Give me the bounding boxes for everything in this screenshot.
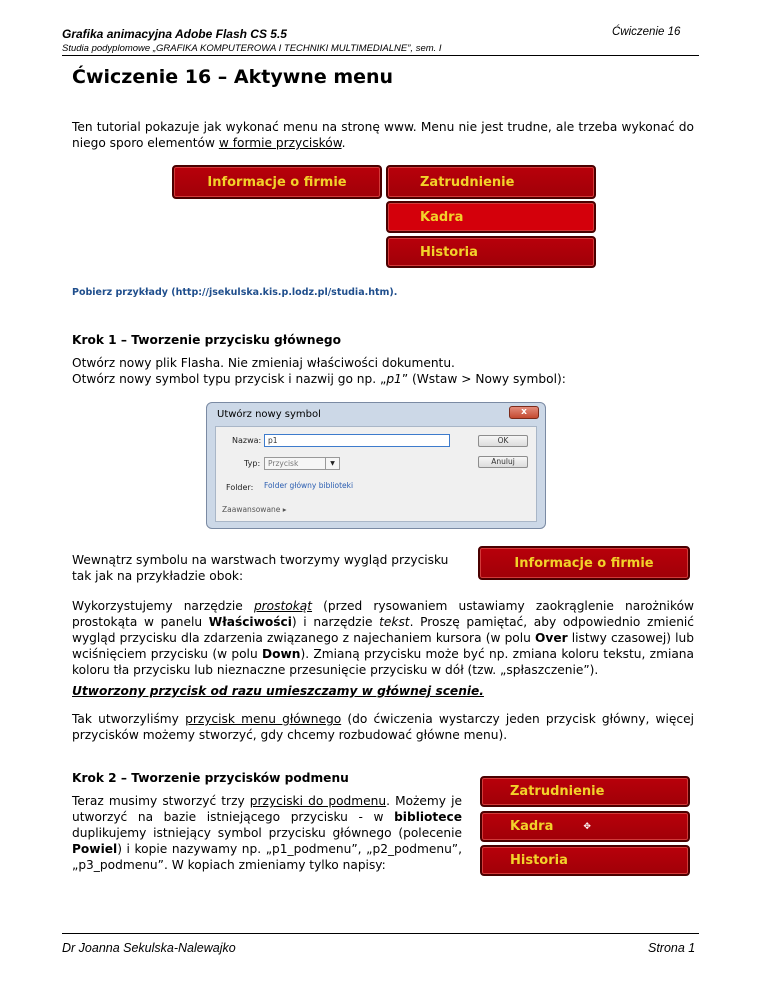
folder-link[interactable]: Folder główny biblioteki — [264, 481, 354, 490]
step2-title: Krok 2 – Tworzenie przycisków podmenu — [72, 771, 349, 785]
submenu-button-kadra[interactable]: Kadra ✥ — [480, 811, 690, 842]
tools-paragraph: Wykorzystujemy narzędzie prostokąt (przed rysowaniem ustawiamy zaokrąglenie narożników prostokąta w panelu Właściwości) i narzędzie tekst. Proszę pamiętać, aby odpowiednio zmienić wygląd przycisku dla zdarzenia związanego z najechaniem kursora (w polu Over listwy czasowej) lub wciśnięciem przycisku (w polu Down). Zmianą przycisku może być np. zmiana koloru tekstu, zmiana koloru tła przycisku lub nieznaczne przesunięcie przycisku w dół (tzw. „spłaszczenie”). — [72, 599, 695, 677]
dialog-title: Utwórz nowy symbol — [217, 409, 321, 420]
header-subtitle: Studia podyplomowe „GRAFIKA KOMPUTEROWA I TECHNIKI MULTIMEDIALNE”, sem. I — [62, 43, 442, 54]
advanced-toggle[interactable]: Zaawansowane ▸ — [222, 505, 287, 514]
step2-paragraph: Teraz musimy stworzyć trzy przyciski do podmenu. Możemy je utworzyć na bazie istniejącego przycisku - w bibliotece duplikujemy istniejący symbol przycisku głównego (polecenie Powiel) i kopie nazywamy np. „p1_podmenu”, „p2_podmenu”, „p3_podmenu”. W kopiach zmieniamy tylko napisy: — [72, 794, 462, 872]
download-link[interactable]: Pobierz przykłady (http://jsekulska.kis.p.lodz.pl/studia.htm). — [72, 287, 398, 298]
type-label: Typ: — [244, 459, 261, 468]
dialog-body — [215, 426, 537, 522]
menu-item-kadra[interactable]: Kadra — [386, 201, 596, 233]
inside-paragraph: Wewnątrz symbolu na warstwach tworzymy wygląd przycisku tak jak na przykładzie obok: — [72, 553, 449, 583]
footer-author: Dr Joanna Sekulska-Nalewajko — [62, 941, 236, 955]
intro-paragraph: Ten tutorial pokazuje jak wykonać menu na stronę www. Menu nie jest trudne, ale trzeba wykonać do niego sporo elementów w formie przycisków. — [72, 120, 694, 150]
main-button-paragraph: Tak utworzyliśmy przycisk menu głównego (do ćwiczenia wystarczy jeden przycisk główny, więcej przycisków możemy stworzyć, gdy chcemy rozbudować główne menu). — [72, 712, 694, 742]
menu-main-button[interactable]: Informacje o firmie — [172, 165, 382, 199]
emphasis-line: Utworzony przycisk od razu umieszczamy w głównej scenie. — [72, 684, 484, 698]
menu-item-zatrudnienie[interactable]: Zatrudnienie — [386, 165, 596, 199]
step1-line2: Otwórz nowy symbol typu przycisk i nazwij go np. „p1” (Wstaw > Nowy symbol): — [72, 372, 566, 386]
ok-button[interactable]: OK — [478, 435, 528, 447]
footer-divider — [62, 933, 699, 934]
intro-link[interactable]: w formie przycisków — [218, 136, 342, 150]
chevron-down-icon: ▼ — [325, 458, 339, 469]
page-title: Ćwiczenie 16 – Aktywne menu — [72, 66, 394, 88]
header-divider — [62, 55, 699, 56]
name-input[interactable]: p1 — [264, 434, 450, 447]
example-main-button[interactable]: Informacje o firmie — [478, 546, 690, 580]
submenu-button-historia[interactable]: Historia — [480, 845, 690, 876]
type-select[interactable]: Przycisk ▼ — [264, 457, 340, 470]
header-exercise: Ćwiczenie 16 — [612, 26, 681, 38]
step1-line1: Otwórz nowy plik Flasha. Nie zmieniaj właściwości dokumentu. — [72, 356, 455, 370]
new-symbol-dialog — [206, 402, 546, 529]
name-label: Nazwa: — [232, 436, 262, 445]
header-title: Grafika animacyjna Adobe Flash CS 5.5 — [62, 27, 287, 41]
step1-title: Krok 1 – Tworzenie przycisku głównego — [72, 333, 341, 347]
menu-item-historia[interactable]: Historia — [386, 236, 596, 268]
footer-page: Strona 1 — [648, 941, 696, 955]
folder-label: Folder: — [226, 483, 254, 492]
submenu-button-zatrudnienie[interactable]: Zatrudnienie — [480, 776, 690, 807]
close-icon[interactable]: x — [509, 406, 539, 419]
cursor-icon: ✥ — [583, 821, 591, 832]
cancel-button[interactable]: Anuluj — [478, 456, 528, 468]
